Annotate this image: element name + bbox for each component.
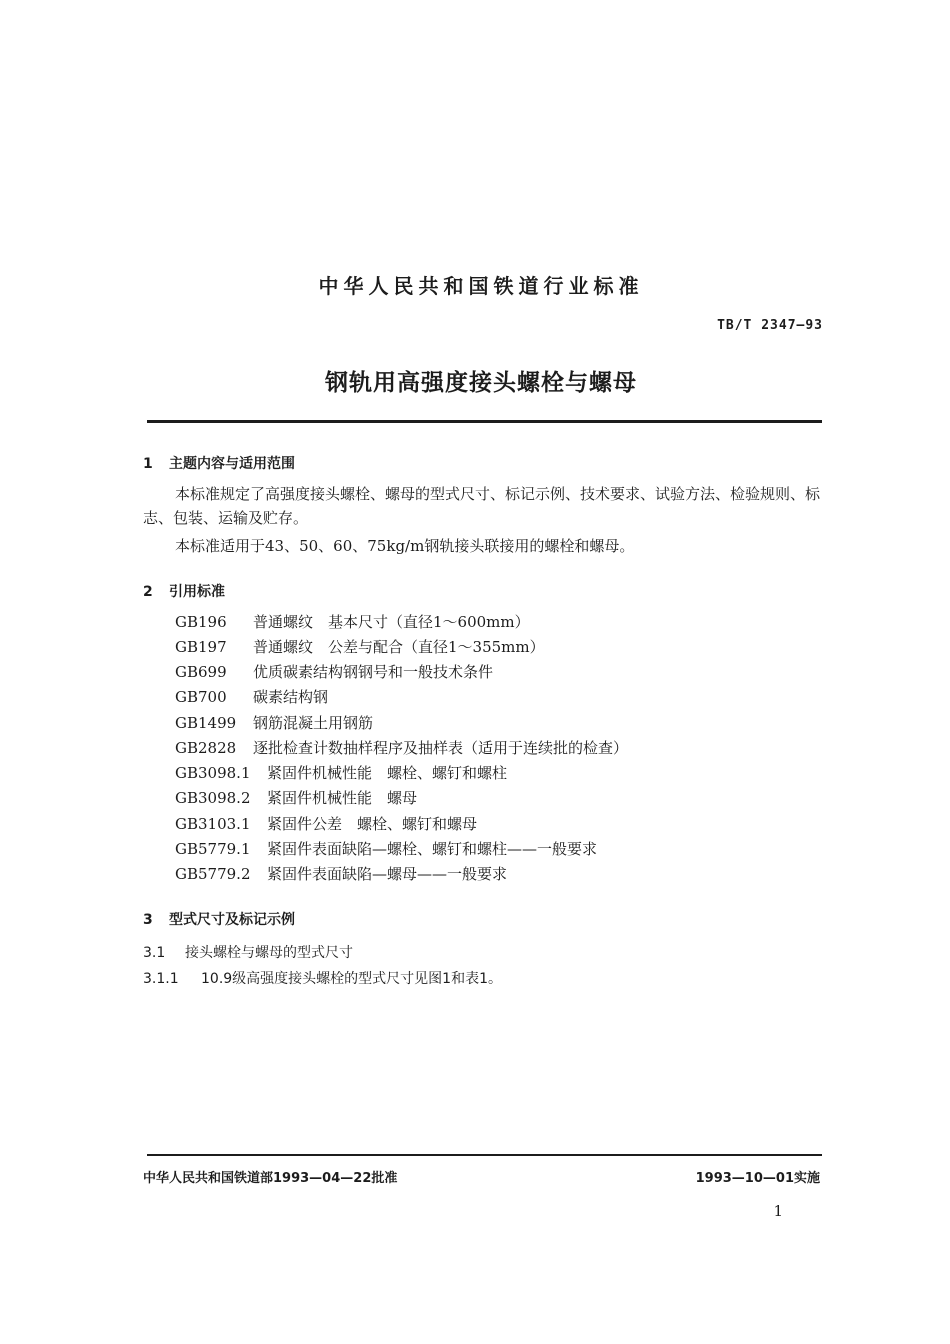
reference-title: 普通螺纹 公差与配合（直径1～355mm） bbox=[253, 638, 545, 656]
section-heading bbox=[143, 453, 295, 473]
reference-code: GB3103.1 bbox=[175, 815, 251, 833]
reference-code: GB2828 bbox=[175, 739, 237, 757]
reference-code: GB196 bbox=[175, 613, 227, 631]
reference-title: 钢筋混凝土用钢筋 bbox=[253, 714, 374, 732]
reference-item bbox=[175, 611, 530, 632]
reference-code: GB1499 bbox=[175, 714, 237, 732]
reference-title: 逐批检查计数抽样程序及抽样表（适用于连续批的检查） bbox=[253, 739, 629, 757]
reference-item bbox=[175, 813, 477, 834]
reference-title: 普通螺纹 基本尺寸（直径1～600mm） bbox=[253, 613, 530, 631]
reference-title: 紧固件表面缺陷—螺母——一般要求 bbox=[267, 865, 508, 883]
section-title: 引用标准 bbox=[169, 584, 225, 600]
reference-item bbox=[175, 712, 373, 733]
reference-title: 紧固件机械性能 螺母 bbox=[267, 789, 418, 807]
reference-item bbox=[175, 787, 417, 808]
reference-item bbox=[175, 686, 328, 707]
standard-number: TB/T 2347—93 bbox=[717, 318, 823, 333]
subsection-heading bbox=[143, 968, 502, 988]
reference-title: 紧固件公差 螺栓、螺钉和螺母 bbox=[267, 815, 478, 833]
reference-title: 紧固件机械性能 螺栓、螺钉和螺柱 bbox=[267, 764, 508, 782]
implementation-date: 1993—10—01实施 bbox=[695, 1171, 820, 1186]
section-title: 主题内容与适用范围 bbox=[169, 456, 295, 472]
paragraph: 本标准规定了高强度接头螺栓、螺母的型式尺寸、标记示例、技术要求、试验方法、检验规则、标志、包装、运输及贮存。 bbox=[143, 485, 821, 527]
title-divider bbox=[147, 420, 822, 423]
subsection-number: 3.1 bbox=[143, 945, 166, 961]
section-number: 2 bbox=[143, 584, 153, 600]
reference-code: GB699 bbox=[175, 663, 227, 681]
reference-code: GB5779.1 bbox=[175, 840, 251, 858]
section-number: 1 bbox=[143, 456, 153, 472]
reference-code: GB3098.2 bbox=[175, 789, 251, 807]
section-heading bbox=[143, 909, 295, 929]
reference-item bbox=[175, 762, 507, 783]
page-number: 1 bbox=[773, 1202, 783, 1220]
reference-item bbox=[175, 863, 507, 884]
approval-date: 中华人民共和国铁道部1993—04—22批准 bbox=[143, 1171, 398, 1186]
reference-title: 碳素结构钢 bbox=[253, 688, 329, 706]
standard-category-title: 中华人民共和国铁道行业标准 bbox=[318, 274, 644, 298]
document-title: 钢轨用高强度接头螺栓与螺母 bbox=[325, 370, 637, 396]
section-title: 型式尺寸及标记示例 bbox=[169, 912, 295, 928]
reference-code: GB700 bbox=[175, 688, 227, 706]
reference-item bbox=[175, 737, 628, 758]
reference-code: GB3098.1 bbox=[175, 764, 251, 782]
footer-divider bbox=[147, 1154, 822, 1156]
section-number: 3 bbox=[143, 912, 153, 928]
reference-code: GB5779.2 bbox=[175, 865, 251, 883]
subsection-heading bbox=[143, 942, 353, 962]
reference-item bbox=[175, 661, 493, 682]
subsection-number: 3.1.1 bbox=[143, 971, 179, 987]
reference-item bbox=[175, 636, 545, 657]
reference-title: 优质碳素结构钢钢号和一般技术条件 bbox=[253, 663, 494, 681]
reference-code: GB197 bbox=[175, 638, 227, 656]
subsection-title: 接头螺栓与螺母的型式尺寸 bbox=[185, 945, 353, 961]
paragraph: 本标准适用于43、50、60、75kg/m钢轨接头联接用的螺栓和螺母。 bbox=[175, 537, 635, 555]
section-heading bbox=[143, 581, 225, 601]
reference-title: 紧固件表面缺陷—螺栓、螺钉和螺柱——一般要求 bbox=[267, 840, 598, 858]
reference-item bbox=[175, 838, 597, 859]
subsection-title: 10.9级高强度接头螺栓的型式尺寸见图1和表1。 bbox=[201, 971, 502, 987]
